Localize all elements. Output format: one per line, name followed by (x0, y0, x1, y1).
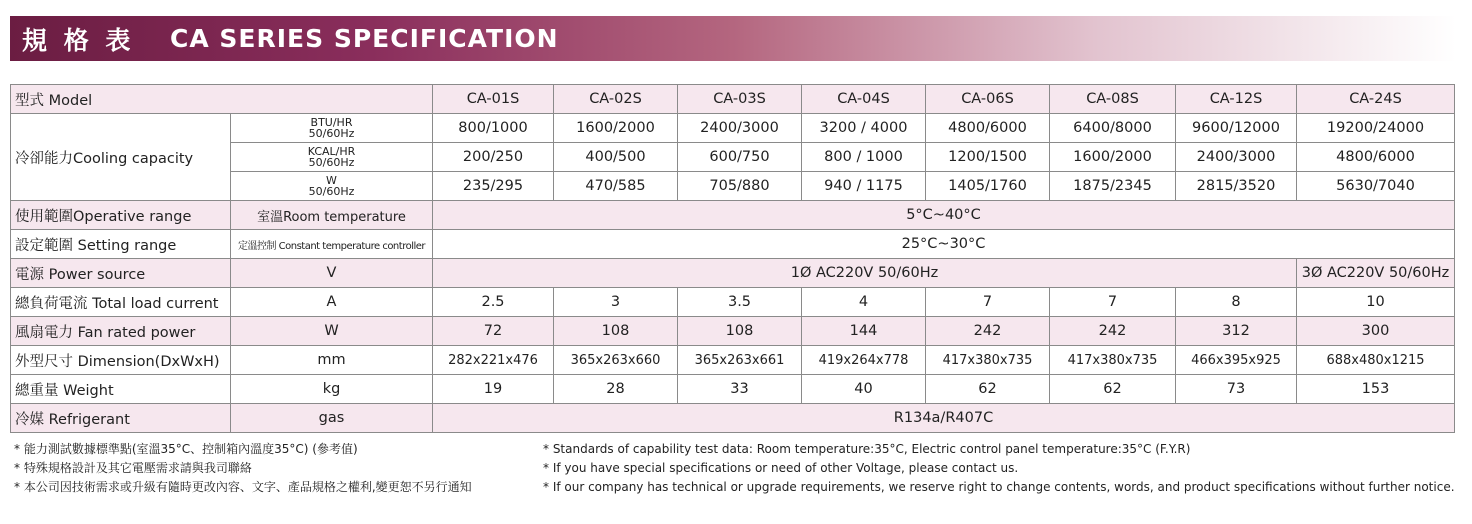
title-banner (10, 16, 1456, 61)
dimension-unit: mm (231, 346, 433, 375)
value-cell: 2400/3000 (678, 114, 802, 143)
model-row (11, 85, 1455, 114)
value-cell: 5630/7040 (1297, 172, 1455, 201)
model-cell: CA-08S (1050, 85, 1176, 114)
fan-power-label: 風扇電力 Fan rated power (11, 317, 231, 346)
total-load-row (11, 288, 1455, 317)
value-cell: 108 (554, 317, 678, 346)
dimension-row (11, 346, 1455, 375)
value-cell: 300 (1297, 317, 1455, 346)
value-cell: 6400/8000 (1050, 114, 1176, 143)
note-line: * Standards of capability test data: Room temperature:35°C, Electric control panel temperature:35°C (F.Y.R) (543, 442, 1191, 456)
value-cell: 2815/3520 (1176, 172, 1297, 201)
setting-range-label: 設定範圍 Setting range (11, 230, 231, 259)
value-cell: 419x264x778 (802, 346, 926, 375)
value-cell: 1405/1760 (926, 172, 1050, 201)
power-source-single-phase: 1Ø AC220V 50/60Hz (433, 259, 1297, 288)
value-cell: 62 (1050, 375, 1176, 404)
value-cell: 33 (678, 375, 802, 404)
setting-range-unit: 定溫控制 Constant temperature controller (231, 230, 433, 259)
value-cell: 1600/2000 (1050, 143, 1176, 172)
value-cell: 2400/3000 (1176, 143, 1297, 172)
setting-range-row (11, 230, 1455, 259)
note-line: * If our company has technical or upgrade requirements, we reserve right to change contents, words, and product specifications without further notice. (543, 480, 1455, 494)
value-cell: 235/295 (433, 172, 554, 201)
weight-unit: kg (231, 375, 433, 404)
note-line: * 本公司因技術需求或升級有隨時更改內容、文字、產品規格之權利,變更恕不另行通知 (14, 480, 472, 494)
cooling-unit-kcal: KCAL/HR 50/60Hz (231, 143, 433, 172)
power-source-unit: V (231, 259, 433, 288)
value-cell: 282x221x476 (433, 346, 554, 375)
power-source-label: 電源 Power source (11, 259, 231, 288)
value-cell: 4 (802, 288, 926, 317)
model-cell: CA-06S (926, 85, 1050, 114)
value-cell: 466x395x925 (1176, 346, 1297, 375)
value-cell: 10 (1297, 288, 1455, 317)
value-cell: 800/1000 (433, 114, 554, 143)
value-cell: 705/880 (678, 172, 802, 201)
refrigerant-row (11, 404, 1455, 433)
power-source-three-phase: 3Ø AC220V 50/60Hz (1297, 259, 1455, 288)
note-line: * 特殊規格設計及其它電壓需求請與我司聯絡 (14, 461, 252, 475)
value-cell: 242 (1050, 317, 1176, 346)
value-cell: 417x380x735 (926, 346, 1050, 375)
value-cell: 19 (433, 375, 554, 404)
value-cell: 940 / 1175 (802, 172, 926, 201)
cooling-unit-w: W 50/60Hz (231, 172, 433, 201)
operative-range-value: 5°C~40°C (433, 201, 1455, 230)
operative-range-unit: 室溫Room temperature (231, 201, 433, 230)
value-cell: 72 (433, 317, 554, 346)
value-cell: 108 (678, 317, 802, 346)
value-cell: 9600/12000 (1176, 114, 1297, 143)
cooling-row-btu (11, 114, 1455, 143)
value-cell: 688x480x1215 (1297, 346, 1455, 375)
total-load-unit: A (231, 288, 433, 317)
value-cell: 600/750 (678, 143, 802, 172)
value-cell: 7 (926, 288, 1050, 317)
refrigerant-label: 冷媒 Refrigerant (11, 404, 231, 433)
value-cell: 242 (926, 317, 1050, 346)
value-cell: 8 (1176, 288, 1297, 317)
value-cell: 1200/1500 (926, 143, 1050, 172)
model-cell: CA-24S (1297, 85, 1455, 114)
cooling-unit-btu: BTU/HR 50/60Hz (231, 114, 433, 143)
value-cell: 1875/2345 (1050, 172, 1176, 201)
value-cell: 73 (1176, 375, 1297, 404)
model-cell: CA-03S (678, 85, 802, 114)
title-english: CA SERIES SPECIFICATION (170, 24, 559, 53)
value-cell: 2.5 (433, 288, 554, 317)
cooling-capacity-label: 冷卻能力Cooling capacity (11, 114, 231, 201)
dimension-label: 外型尺寸 Dimension(DxWxH) (11, 346, 231, 375)
model-cell: CA-04S (802, 85, 926, 114)
value-cell: 365x263x661 (678, 346, 802, 375)
value-cell: 3200 / 4000 (802, 114, 926, 143)
refrigerant-value: R134a/R407C (433, 404, 1455, 433)
value-cell: 40 (802, 375, 926, 404)
model-label: 型式 Model (11, 85, 433, 114)
value-cell: 1600/2000 (554, 114, 678, 143)
fan-power-unit: W (231, 317, 433, 346)
title-chinese: 規 格 表 (22, 26, 135, 55)
value-cell: 400/500 (554, 143, 678, 172)
power-source-row (11, 259, 1455, 288)
fan-power-row (11, 317, 1455, 346)
value-cell: 417x380x735 (1050, 346, 1176, 375)
setting-range-value: 25°C~30°C (433, 230, 1455, 259)
total-load-label: 總負荷電流 Total load current (11, 288, 231, 317)
value-cell: 28 (554, 375, 678, 404)
value-cell: 800 / 1000 (802, 143, 926, 172)
value-cell: 62 (926, 375, 1050, 404)
value-cell: 312 (1176, 317, 1297, 346)
model-cell: CA-12S (1176, 85, 1297, 114)
note-line: * 能力測試數據標準點(室溫35°C、控制箱內溫度35°C) (參考值) (14, 442, 358, 456)
value-cell: 200/250 (433, 143, 554, 172)
model-cell: CA-01S (433, 85, 554, 114)
weight-row (11, 375, 1455, 404)
value-cell: 19200/24000 (1297, 114, 1455, 143)
model-cell: CA-02S (554, 85, 678, 114)
value-cell: 153 (1297, 375, 1455, 404)
value-cell: 470/585 (554, 172, 678, 201)
refrigerant-unit: gas (231, 404, 433, 433)
note-line: * If you have special specifications or need of other Voltage, please contact us. (543, 461, 1019, 475)
operative-range-label: 使用範圍Operative range (11, 201, 231, 230)
notes-chinese (14, 440, 472, 497)
weight-label: 總重量 Weight (11, 375, 231, 404)
value-cell: 144 (802, 317, 926, 346)
spec-table (10, 84, 1455, 433)
value-cell: 7 (1050, 288, 1176, 317)
value-cell: 365x263x660 (554, 346, 678, 375)
value-cell: 3 (554, 288, 678, 317)
value-cell: 4800/6000 (926, 114, 1050, 143)
operative-range-row (11, 201, 1455, 230)
value-cell: 4800/6000 (1297, 143, 1455, 172)
value-cell: 3.5 (678, 288, 802, 317)
notes-english (543, 440, 1455, 497)
